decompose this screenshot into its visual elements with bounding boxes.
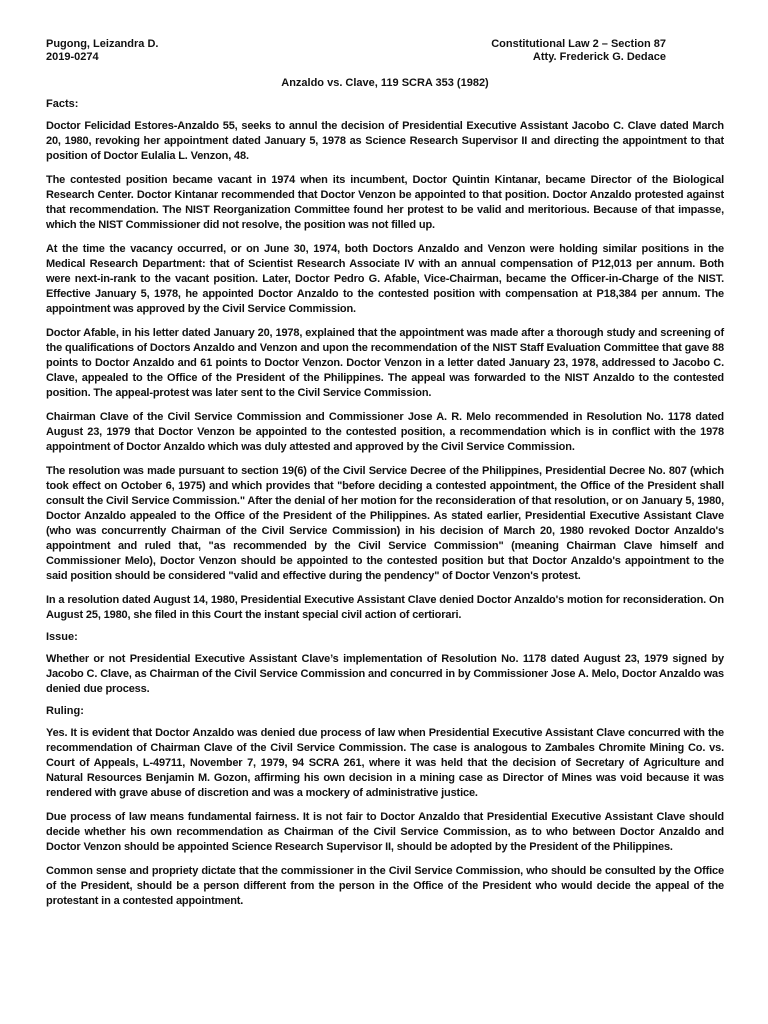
ruling-paragraph: Due process of law means fundamental fairness. It is not fair to Doctor Anzaldo that Presidential Executive Assistant Clave should decide whether his own recommendation as Chairman of the Civil Service Commission, as to who between Doctor Anzaldo and Doctor Venzon should be appointed Science Research Supervisor II, should be adopted by the President of the Philippines. bbox=[46, 811, 724, 853]
facts-paragraph: In a resolution dated August 14, 1980, Presidential Executive Assistant Clave denied Doctor Anzaldo's motion for reconsideration. On August 25, 1980, she filed in this Court the instant special civil action of certiorari. bbox=[46, 594, 724, 621]
ruling-paragraph: Common sense and propriety dictate that the commissioner in the Civil Service Commission, who should be consulted by the Office of the President, should be a person different from the person in the Office of the President who would decide the appeal of the protestant in a contested appointment. bbox=[46, 865, 724, 907]
author-block bbox=[46, 38, 158, 64]
course-block bbox=[491, 38, 666, 64]
facts-paragraph: The contested position became vacant in 1974 when its incumbent, Doctor Quintin Kintanar, became Director of the Biological Research Center. Doctor Kintanar recommended that Doctor Venzon be appointed to that position. Doctor Anzaldo protested against that recommendation. The NIST Reorganization Committee found her protest to be valid and meritorious. Because of that impasse, which the NIST Commissioner did not resolve, the position was not filled up. bbox=[46, 174, 724, 231]
student-id: 2019-0274 bbox=[46, 51, 99, 63]
facts-paragraph: The resolution was made pursuant to section 19(6) of the Civil Service Decree of the Philippines, Presidential Decree No. 807 (which took effect on October 6, 1975) and which provides that "before deciding a contested appointment, the Office of the President shall consult the Civil Service Commission." After the denial of her motion for the reconsideration of that resolution, or on January 5, 1980, Doctor Anzaldo appealed to the Office of the President of the Philippines. As stated earlier, Presidential Executive Assistant Clave (who was concurrently Chairman of the Civil Service Commission) in his decision of March 20, 1980 revoked Doctor Anzaldo's appointment and ruled that, "as recommended by the Civil Service Commission" (meaning Chairman Clave himself and Commissioner Melo), Doctor Venzon should be appointed to the contested position but that Doctor Anzaldo's appointment to the said position should be considered "valid and effective during the pendency" of Doctor Venzon's protest. bbox=[46, 465, 724, 582]
professor-name: Atty. Frederick G. Dedace bbox=[532, 51, 666, 63]
issue-paragraph: Whether or not Presidential Executive Assistant Clave’s implementation of Resolution No. 1178 dated August 23, 1979 signed by Jacobo C. Clave, as Chairman of the Civil Service Commission and concurred in by Commissioner Jose A. Melo, Doctor Anzaldo was denied due process. bbox=[46, 653, 724, 695]
issue-heading: Issue: bbox=[46, 631, 78, 643]
document-page bbox=[46, 38, 724, 909]
ruling-paragraph: Yes. It is evident that Doctor Anzaldo was denied due process of law when Presidential Executive Assistant Clave concurred with the recommendation of Chairman Clave of the Civil Service Commission. The case is analogous to Zambales Chromite Mining Co. vs. Court of Appeals, L-49711, November 7, 1979, 94 SCRA 261, where it was held that the decision of Secretary of Agriculture and Natural Resources Benjamin M. Gozon, affirming his own decision in a mining case as Director of Mines was void because it was rendered with grave abuse of discretion and was a mockery of administrative justice. bbox=[46, 727, 724, 799]
facts-paragraph: Doctor Afable, in his letter dated January 20, 1978, explained that the appointment was made after a thorough study and screening of the qualifications of Doctors Anzaldo and Venzon and upon the recommendation of the NIST Staff Evaluation Committee that gave 88 points to Doctor Anzaldo and 61 points to Doctor Venzon. Doctor Venzon in a letter dated January 23, 1978, addressed to Jacobo C. Clave, appealed to the Office of the President of the Philippines. The appeal was forwarded to the NIST Anzaldo to the contested position. The appeal-protest was later sent to the Civil Service Commission. bbox=[46, 327, 724, 399]
facts-paragraph: Doctor Felicidad Estores-Anzaldo 55, seeks to annul the decision of Presidential Executive Assistant Jacobo C. Clave dated March 20, 1980, revoking her appointment dated January 5, 1978 as Science Research Supervisor II and directing the appointment to that position of Doctor Eulalia L. Venzon, 48. bbox=[46, 120, 724, 162]
ruling-heading: Ruling: bbox=[46, 705, 84, 717]
facts-heading: Facts: bbox=[46, 98, 79, 110]
course-name: Constitutional Law 2 – Section 87 bbox=[491, 38, 666, 50]
facts-paragraph: At the time the vacancy occurred, or on June 30, 1974, both Doctors Anzaldo and Venzon were holding similar positions in the Medical Research Department: that of Scientist Research Associate IV with an annual compensation of P12,013 per annum. Both were next-in-rank to the vacant position. Later, Doctor Pedro G. Afable, Vice-Chairman, became the Officer-in-Charge of the NIST. Effective January 5, 1978, he appointed Doctor Anzaldo to the contested position with compensation at P18,384 per annum. The appointment was approved by the Civil Service Commission. bbox=[46, 243, 724, 315]
author-name: Pugong, Leizandra D. bbox=[46, 38, 159, 50]
facts-paragraph: Chairman Clave of the Civil Service Commission and Commissioner Jose A. R. Melo recommended in Resolution No. 1178 dated August 23, 1979 that Doctor Venzon be appointed to the contested position, a recommendation which is in conflict with the 1978 appointment of Doctor Anzaldo which was duly attested and approved by the Civil Service Commission. bbox=[46, 411, 724, 453]
case-title: Anzaldo vs. Clave, 119 SCRA 353 (1982) bbox=[281, 77, 489, 89]
document-header bbox=[46, 38, 724, 64]
